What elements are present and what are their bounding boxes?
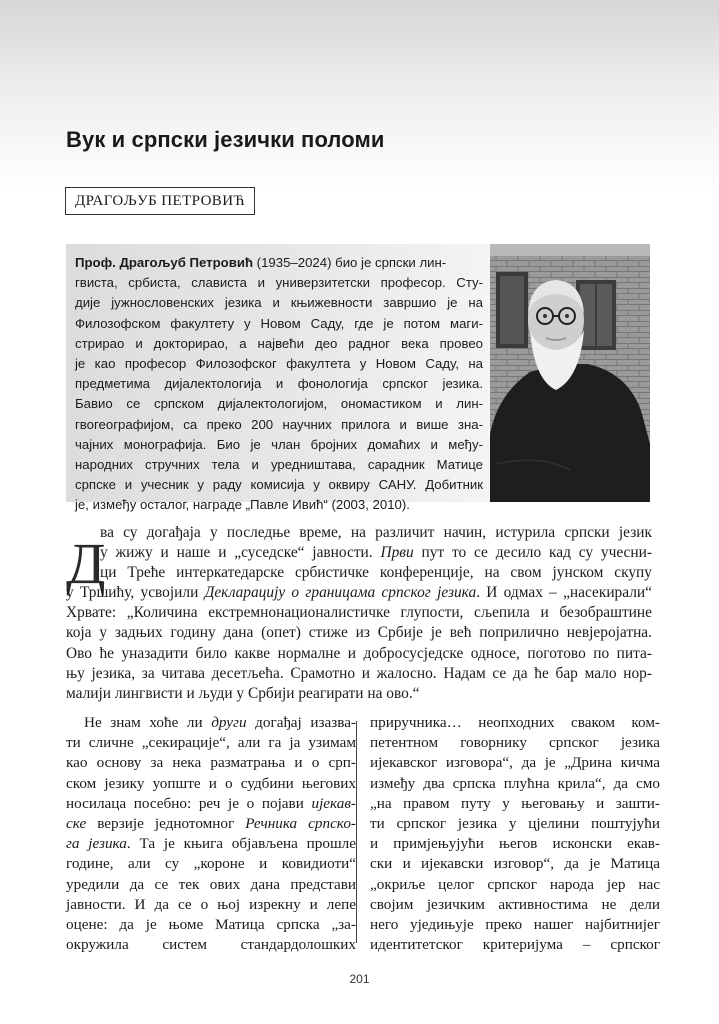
page-number: 201 (349, 972, 370, 986)
column-line: године, али су „короне и ковидиоти“ (66, 855, 356, 873)
column-line: идентитетског критеријума – српског (370, 936, 660, 954)
bio-line: дије јужнословенских језика и књижевности завршио је на (75, 295, 483, 311)
bio-line: народних стручних тела и уредништава, сарадник Матице (75, 457, 483, 473)
column-line: ске верзије једнотомног Речника српско- (66, 815, 356, 833)
body-column-right (370, 713, 660, 955)
column-line: приручника… неопходних сваком ком- (370, 714, 660, 731)
bio-line: је као професор Филозофског факултета у Новом Саду, на (75, 356, 483, 372)
bio-line: гвиста, србиста, слависта и универзитетски професор. Сту- (75, 275, 483, 291)
author-name-box: ДРАГОЉУБ ПЕТРОВИЋ (65, 187, 255, 215)
column-line: „окриље целог српског народа јер нас (370, 875, 660, 893)
column-line: и примјењујући његов исконски екав- (370, 835, 660, 853)
column-divider (356, 721, 357, 943)
column-line: Не знам хоће ли други догађај изазва- (84, 714, 356, 731)
bio-line: предметима дијалектологија и фонологија српског језика. (75, 376, 483, 392)
author-portrait-photo (490, 244, 650, 502)
column-line: него уједињује преко нашег најбитнијег (370, 916, 660, 934)
bio-line: гвогеографијом, са преко 200 научних прилога и више зна- (75, 416, 483, 432)
bio-line: је, између осталог, награде „Павле Ивић“ (2003, 2010). (75, 497, 410, 513)
column-line: „на правом путу у његовању и зашти- (370, 794, 660, 812)
article-title: Вук и српски језички поломи (66, 127, 385, 152)
lead-line: малији лингвисти и људи у Србији реагирати на ово.“ (66, 684, 420, 702)
portrait-illustration (490, 244, 650, 502)
lead-line: њу језика, за читава десетљећа. Срамотно и жалосно. Надам се да ће бар мало нор- (66, 664, 652, 682)
drop-cap: Д (66, 531, 106, 596)
column-line: уредили да се тек ових дана представи (66, 875, 356, 893)
bio-line: Филозофском факултету у Новом Саду, где је потом маги- (75, 315, 483, 331)
column-line: ти српског језика у цјелини поштујући (370, 815, 660, 833)
lead-paragraph (66, 523, 652, 704)
lead-line: Ово ће уназадити било какве нормалне и добросусједске односе, поготово по пита- (66, 644, 652, 662)
lead-line: Хрвате: „Количина екстремнонационалистичке глупости, сљепила и безобраштине (66, 604, 652, 622)
column-line: између два српска плућна крила“, да смо (370, 774, 660, 792)
lead-line: ци Треће интеркатедарске србистичке конференције, на свом јунском скупу (100, 564, 652, 582)
column-line: јавности. И да се о њој изрекну и лепе (66, 895, 356, 913)
column-line: ијекавског изговора“, да је „Дрина кичма (370, 754, 660, 772)
column-line: оцене: да је њоме Матица српска „за- (66, 916, 356, 934)
column-line: ском језику уопште и о судбини његових (66, 774, 356, 792)
column-line: петентном говорнику српског језика (370, 734, 660, 752)
column-line: окружила систем стандардолошких (66, 936, 356, 954)
lead-line: ва су догађаја у последње време, на различит начин, истурила српски језик (100, 524, 652, 541)
bio-name: Проф. Драгољуб Петровић (75, 255, 254, 270)
bio-line: стрирао и докторирао, а највећи део радног века провео (75, 335, 483, 351)
column-line: ти сличне „секирације“, али га ја узимам (66, 734, 356, 752)
bio-line: Проф. Драгољуб Петровић (1935–2024) био је српски лин- (75, 255, 447, 270)
bio-line: чајних монографија. Био је члан бројних домаћих и међу- (75, 436, 483, 452)
author-bio-text (75, 253, 483, 516)
lead-line: у жижу и наше и „суседске“ јавности. Први пут то се десило кад су учесни- (100, 544, 652, 562)
lead-line: у Тршићу, усвојили Декларацију о границама српског језика. И одмах – „насекирали“ (66, 584, 652, 602)
body-column-left (66, 713, 356, 955)
header-gradient-band (0, 0, 719, 190)
column-line: га језика. Та је књига објављена прошле (66, 835, 356, 853)
bio-line: српске и учесник у раду комисија у оквиру САНУ. Добитник (75, 477, 483, 493)
column-line: својим језичким активностима не дели (370, 895, 660, 913)
bio-line: Бавио се српском дијалектологијом, ономастиком и лин- (75, 396, 483, 412)
column-line: носилаца посебно: реч је о појави ијекав- (66, 794, 356, 812)
lead-line: која у задњих годину дана (опет) стиже из Србије је већ поприлично невјеројатна. (66, 624, 652, 642)
column-line: као основу за нека разматрања и о срп- (66, 754, 356, 772)
column-line: ски и ијекавски изговор“, да је Матица (370, 855, 660, 873)
